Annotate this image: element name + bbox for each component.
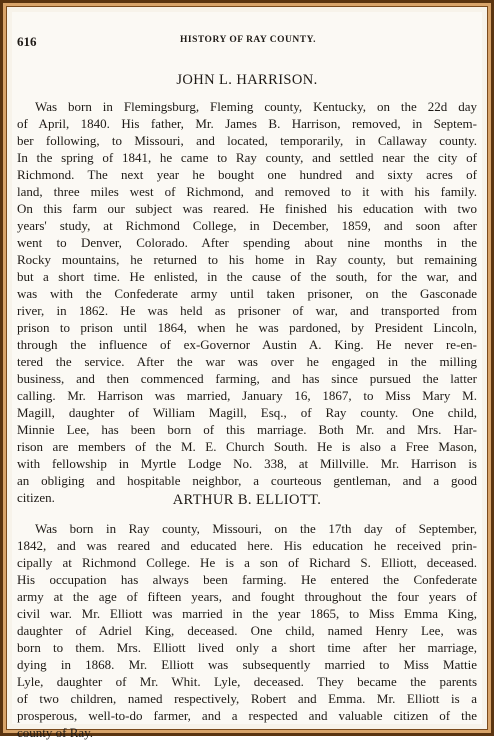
text-line: ber following, to Missouri, and located, temporarily, in Callaway county. xyxy=(17,133,477,148)
text-line: but a short time. He enlisted, in the cause of the south, for the war, and xyxy=(17,269,477,284)
text-line: Lyle, daughter of Mr. Whit. Lyle, deceased. They became the parents xyxy=(17,674,477,689)
text-line: citizen. xyxy=(17,490,55,505)
text-line: through the influence of ex-Governor Austin A. King. He never re-en- xyxy=(17,337,477,352)
text-line: county of Ray. xyxy=(17,725,94,740)
text-line: of April, 1840. His father, Mr. James B. Harrison, removed, in Septem- xyxy=(17,116,477,131)
book-title: HISTORY OF RAY COUNTY. xyxy=(180,35,316,45)
biography-text-elliott xyxy=(17,520,477,741)
text-line: cipally at Richmond College. He is a son of Richard S. Elliott, deceased. xyxy=(17,555,477,570)
text-line: prison to prison until 1864, when he was pardoned, by President Lincoln, xyxy=(17,320,477,335)
text-line: born to them. Mrs. Elliott lived only a short time after her marriage, xyxy=(17,640,477,655)
text-line: calling. Mr. Harrison was married, January 16, 1867, to Miss Mary M. xyxy=(17,388,477,403)
page-number: 616 xyxy=(17,34,37,49)
biography-text-harrison xyxy=(17,98,477,506)
text-line: tered the service. After the war was over he engaged in the milling xyxy=(17,354,477,369)
text-line: of two children, named respectively, Robert and Emma. Mr. Elliott is a xyxy=(17,691,477,706)
text-line: Rocky mountains, he returned to his home in Ray county, but remaining xyxy=(17,252,477,267)
text-line: Minnie Lee, has been born of this marriage. Both Mr. and Mrs. Har- xyxy=(17,422,477,437)
text-line: Magill, daughter of William Magill, Esq., of Ray county. One child, xyxy=(17,405,477,420)
text-line: land, three miles west of Richmond, and removed to it with his family. xyxy=(17,184,477,199)
text-line: dying in 1868. Mr. Elliott was subsequently married to Miss Mattie xyxy=(17,657,477,672)
biography-title-elliott: ARTHUR B. ELLIOTT. xyxy=(172,492,322,508)
page-border-inner xyxy=(6,6,488,740)
book-page xyxy=(12,12,482,740)
text-line: 1842, and was reared and educated here. His education he received prin- xyxy=(17,538,477,553)
text-line: was with the Confederate army until taken prisoner, on the Gasconade xyxy=(17,286,477,301)
text-line: daughter of Adriel King, deceased. One child, named Henry Lee, was xyxy=(17,623,477,638)
text-line: In the spring of 1841, he came to Ray county, and settled near the city of xyxy=(17,150,477,165)
text-line: business, and then commenced farming, and has since pursued the latter xyxy=(17,371,477,386)
text-line: an obliging and hospitable neighbor, a courteous gentleman, and a good xyxy=(17,473,477,488)
text-line: years' study, at Richmond College, in December, 1859, and soon after xyxy=(17,218,477,233)
text-line: army at the age of fifteen years, and fought throughout the four years of xyxy=(17,589,477,604)
text-line: went to Denver, Colorado. After spending about nine months in the xyxy=(17,235,477,250)
text-line: Was born in Flemingsburg, Fleming county, Kentucky, on the 22d day xyxy=(35,99,477,114)
text-line: Richmond. The next year he bought one hundred and sixty acres of xyxy=(17,167,477,182)
biography-title-harrison: JOHN L. HARRISON. xyxy=(176,72,318,88)
text-line: civil war. Mr. Elliott was married in the year 1865, to Miss Emma King, xyxy=(17,606,477,621)
text-line: Was born in Ray county, Missouri, on the 17th day of September, xyxy=(35,521,477,536)
text-line: rison are members of the M. E. Church South. He is also a Free Mason, xyxy=(17,439,477,454)
text-line: His occupation has always been farming. He entered the Confederate xyxy=(17,572,477,587)
text-line: prosperous, well-to-do farmer, and a respected and valuable citizen of the xyxy=(17,708,477,723)
running-head xyxy=(17,34,479,50)
text-line: river, in 1862. He was held as prisoner of war, and transported from xyxy=(17,303,477,318)
text-line: with fellowship in Myrtle Lodge No. 338, at Millville. Mr. Harrison is xyxy=(17,456,477,471)
text-line: On this farm our subject was reared. He finished his education with two xyxy=(17,201,477,216)
